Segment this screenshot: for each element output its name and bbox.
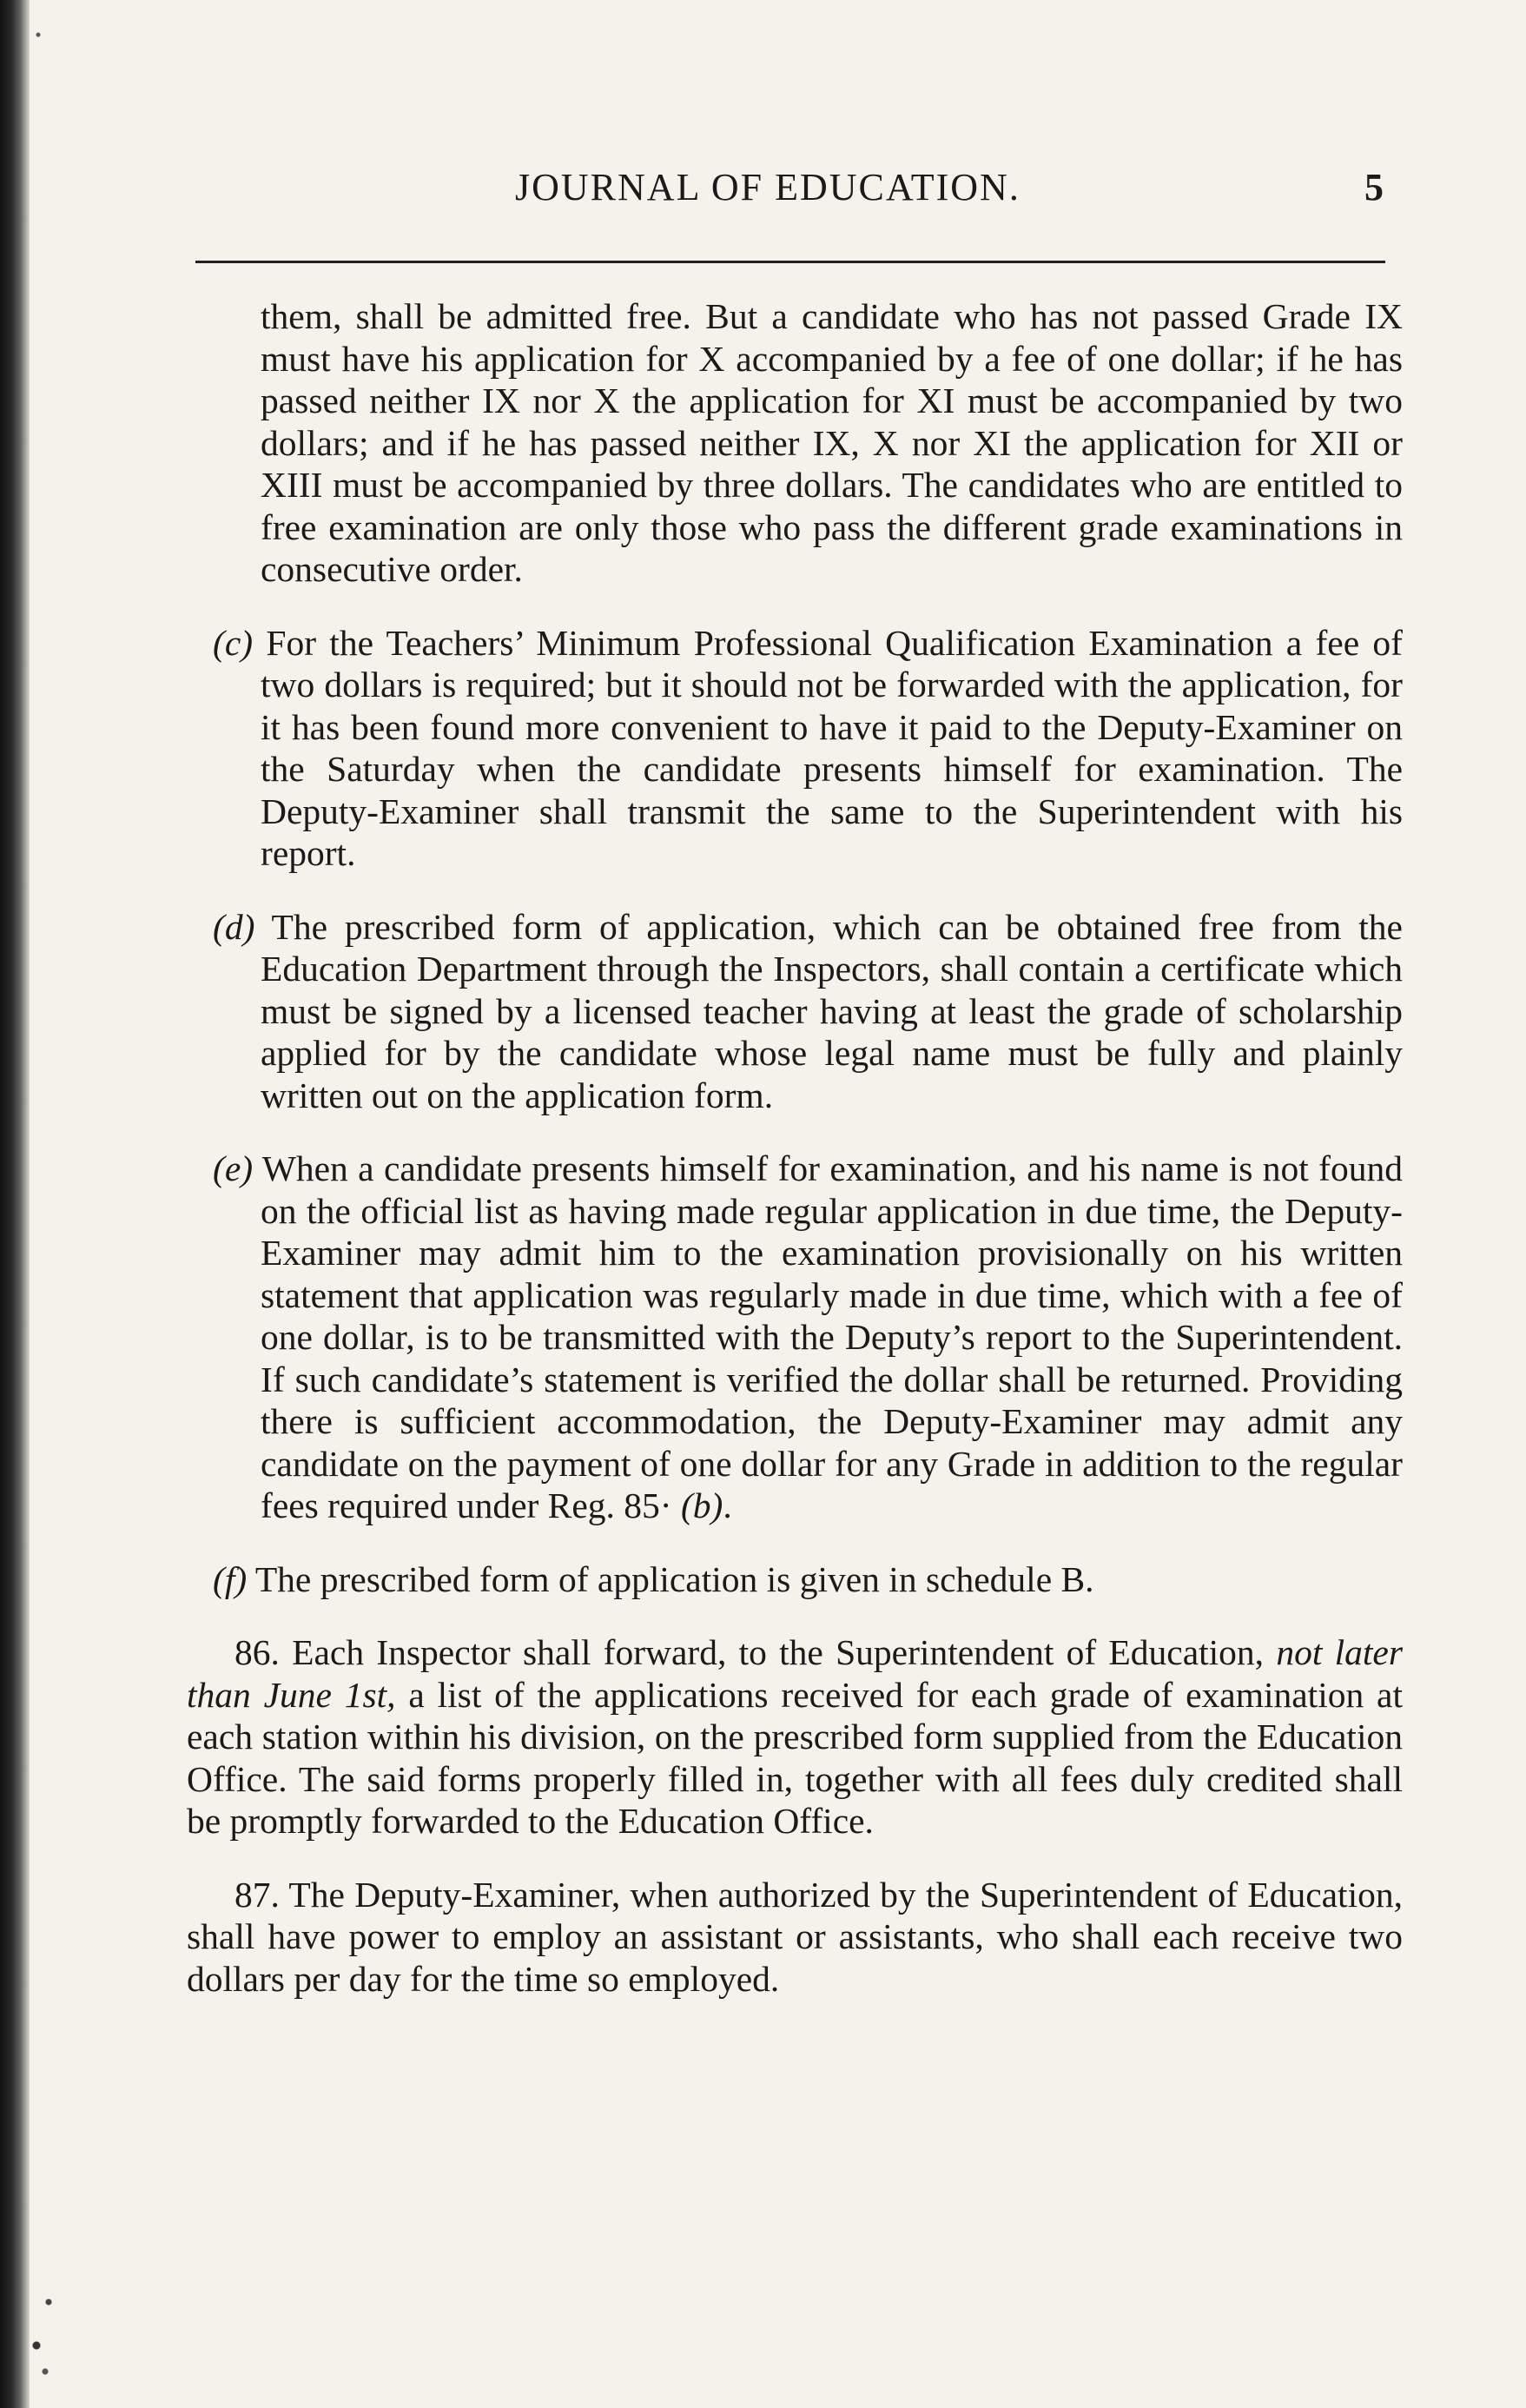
paragraph-c-text: For the Teachers’ Minimum Professional Qualification Examination a fee of two dollars is required; but it should not be forwarded with the application, for it has been found more convenient to have it paid to the Deputy-Examiner on the Saturday when the candidate presents himself for examination. The Deputy-Examiner shall transmit the same to the Superintendent with his report. — [261, 622, 1403, 873]
item-marker-e: (e) — [213, 1148, 254, 1188]
item-marker-d: (d) — [213, 906, 255, 947]
binding-edge — [0, 0, 30, 2408]
regulation-86-start: 86. Each Inspector shall forward, to the Superintendent of Education, — [235, 1632, 1265, 1672]
regulation-86 — [187, 1631, 1403, 1842]
paragraph-b-continued: them, shall be admitted free. But a candidate who has not passed Grade IX must have his application for X accompanied by a fee of one dollar; if he has passed neither IX nor X the application for XI must be accompanied by two dollars; and if he has passed neither IX, X nor XI the application for XII or XIII must be accompanied by three dollars. The candidates who are entitled to free examination are only those who pass the different grade examinations in consecutive order. — [261, 296, 1403, 589]
page-number: 5 — [1364, 166, 1384, 208]
paragraph-e — [213, 1148, 1403, 1527]
item-marker-f: (f) — [213, 1558, 248, 1599]
item-marker-c: (c) — [213, 622, 254, 663]
paragraph-d — [213, 906, 1403, 1117]
regulation-87: 87. The Deputy-Examiner, when authorized by the Superintendent of Education, shall have power to employ an assistant or assistants, who shall each receive two dollars per day for the time so employed. — [187, 1874, 1403, 1999]
binding-specks — [30, 0, 64, 2408]
paragraph-c — [213, 622, 1403, 875]
header-rule — [195, 261, 1385, 263]
paragraph-e-text: When a candidate presents himself for examination, and his name is not found on the official list as having made regular application in due time, the Deputy-Examiner may admit him to the examination provisionally on his written statement that application was regularly made in due time, which with a fee of one dollar, is to be transmitted with the Deputy’s report to the Superintendent. If such candidate’s statement is verified the dollar shall be returned. Providing there is sufficient accommodation, the Deputy-Examiner may admit any candidate on the payment of one dollar for any Grade in addition to the regular fees required under Reg. 85· — [261, 1148, 1403, 1525]
regulation-86-deadline: not later than June 1st, — [187, 1632, 1403, 1715]
page-header — [185, 165, 1384, 235]
paragraph-e-reference: (b) — [680, 1485, 723, 1525]
paragraph-d-text: The prescribed form of application, which can be obtained free from the Education Department through the Inspectors, shall contain a certificate which must be signed by a licensed teacher having at least the grade of scholarship applied for by the candidate whose legal name must be fully and plainly written out on the application form. — [261, 906, 1403, 1115]
paragraph-f-text: The prescribed form of application is given in schedule B. — [254, 1558, 1094, 1599]
paragraph-f — [213, 1558, 1403, 1601]
paragraph-e-end: . — [723, 1485, 732, 1525]
regulation-86-rest: a list of the applications received for each grade of examination at each station within his division, on the prescribed form supplied from the Education Office. The said forms properly filled in, together with all fees duly credited shall be promptly forwarded to the Education Office. — [187, 1674, 1403, 1841]
running-title: JOURNAL OF EDUCATION. — [515, 166, 1021, 208]
page-body — [187, 295, 1403, 2031]
